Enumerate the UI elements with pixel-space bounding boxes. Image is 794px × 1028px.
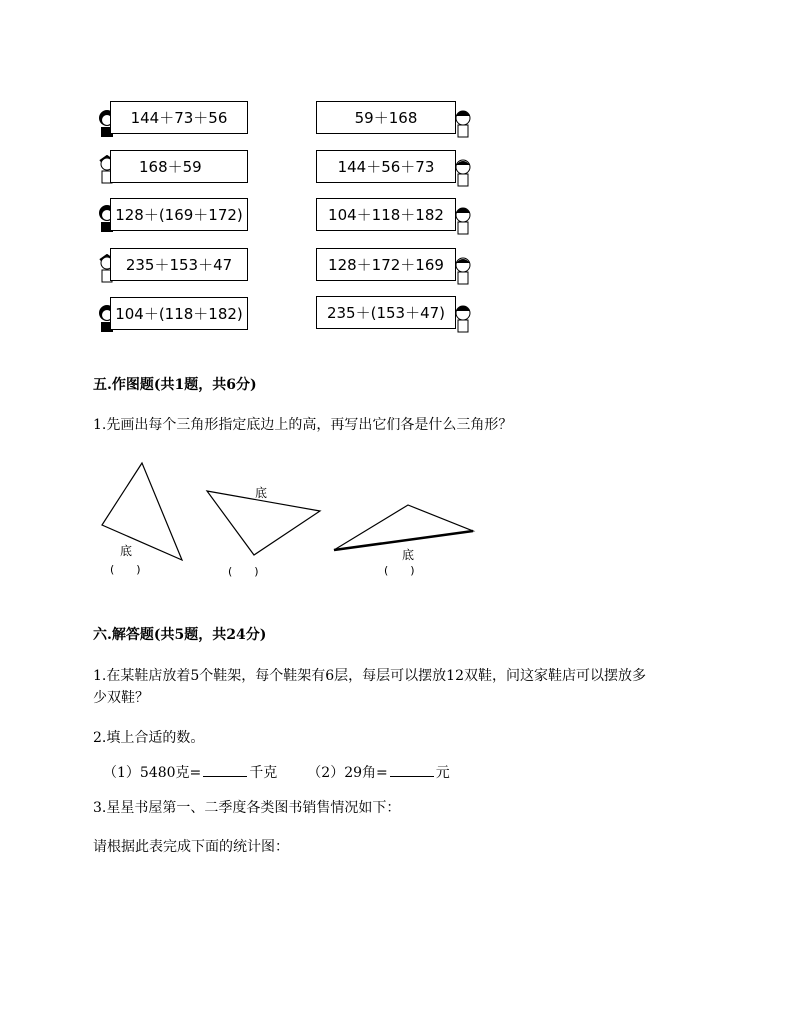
section6-question-1-line1: 1.在某鞋店放着5个鞋架，每个鞋架有6层，每层可以摆放12双鞋，问这家鞋店可以摆放多 <box>93 668 646 684</box>
triangle-2 <box>207 491 320 555</box>
base-label-3: 底 <box>402 548 415 562</box>
section6-question-2: 2.填上合适的数。 <box>93 730 205 746</box>
calc-right-1: 59＋168 <box>316 101 456 134</box>
calc-left-3: 128＋(169＋172) <box>110 198 248 231</box>
calc-left-2: 168＋59 <box>110 150 248 183</box>
calc-right-5: 235＋(153＋47) <box>316 296 456 329</box>
girl-icon <box>452 303 474 333</box>
triangles-figure <box>90 455 490 580</box>
section6-question-3: 3.星星书屋第一、二季度各类图书销售情况如下： <box>93 800 401 816</box>
base-label-2: 底 <box>255 486 268 500</box>
fill-blank-row <box>103 762 450 782</box>
base-label-1: 底 <box>120 544 133 558</box>
boy-icon <box>452 157 474 187</box>
calc-right-2: 144＋56＋73 <box>316 150 456 183</box>
calc-right-4: 128＋172＋169 <box>316 248 456 281</box>
blank-b-unit: 元 <box>435 765 450 781</box>
blank-b-prefix: （2）29角= <box>307 765 388 781</box>
blank-a-unit: 千克 <box>249 765 278 781</box>
section5-heading: 五.作图题(共1题，共6分) <box>93 377 257 393</box>
girl-icon <box>452 108 474 138</box>
triangle-1 <box>102 463 182 560</box>
calc-left-1: 144＋73＋56 <box>110 101 248 134</box>
section6-question-3-note: 请根据此表完成下面的统计图： <box>93 839 289 855</box>
blank-b-answer[interactable] <box>390 762 434 777</box>
section6-question-1-line2: 少双鞋？ <box>93 690 149 706</box>
blank-a-prefix: （1）5480克= <box>103 765 202 781</box>
calc-right-3: 104＋118＋182 <box>316 198 456 231</box>
answer-paren-1: ( ) <box>110 563 141 576</box>
boy-icon <box>452 255 474 285</box>
section6-heading: 六.解答题(共5题，共24分) <box>93 627 267 643</box>
calc-left-4: 235＋153＋47 <box>110 248 248 281</box>
answer-paren-3: ( ) <box>384 564 415 577</box>
blank-a-answer[interactable] <box>203 762 247 777</box>
triangle-3 <box>334 505 473 550</box>
answer-paren-2: ( ) <box>228 565 259 578</box>
calc-left-5: 104＋(118＋182) <box>110 297 248 330</box>
girl-icon <box>452 205 474 235</box>
section5-question-1: 1.先画出每个三角形指定底边上的高，再写出它们各是什么三角形？ <box>93 417 513 433</box>
